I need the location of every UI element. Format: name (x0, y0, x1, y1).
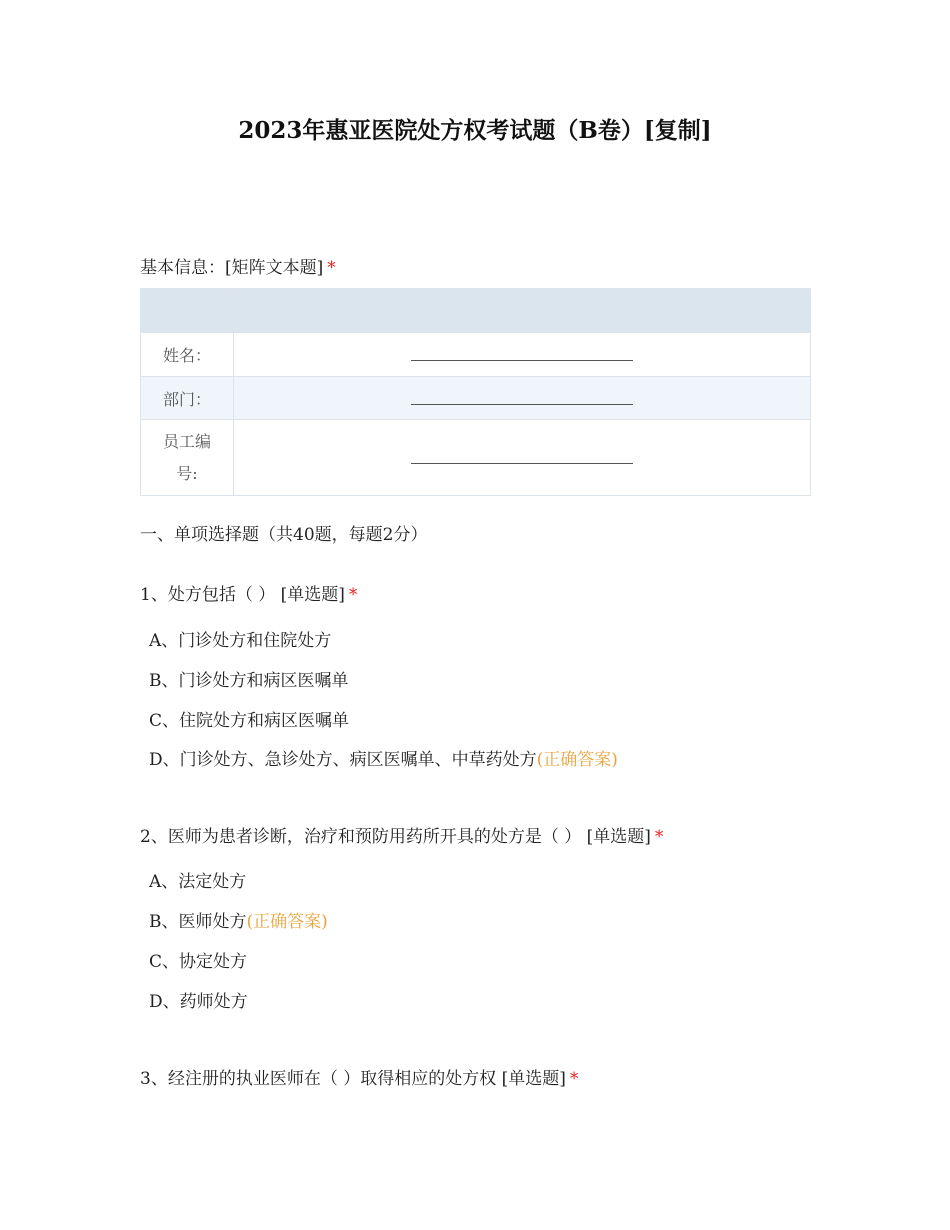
employee-id-field[interactable] (234, 420, 811, 496)
option-2b[interactable] (149, 907, 328, 932)
row-label: 部门： (141, 377, 234, 420)
option-2c[interactable]: C、协定处方 (149, 952, 248, 972)
matrix-header-cell (141, 289, 234, 333)
question-text: 2、医师为患者诊断，治疗和预防用药所开具的处方是（ ） [单选题] (140, 827, 651, 847)
required-mark: * (569, 1069, 579, 1089)
row-label-line: 号: (176, 463, 198, 483)
blank-line[interactable] (411, 348, 633, 361)
correct-answer-tag: (正确答案) (536, 750, 618, 770)
option-text: D、门诊处方、急诊处方、病区医嘱单、中草药处方 (149, 750, 537, 770)
matrix-header-cell (234, 289, 811, 333)
question-3 (140, 1064, 578, 1089)
section-heading: 一、单项选择题（共40题，每题2分） (140, 525, 428, 545)
basic-info-matrix (140, 288, 811, 496)
blank-line[interactable] (411, 451, 633, 464)
question-text: 1、处方包括（ ） [单选题] (140, 585, 345, 605)
row-label: 姓名： (141, 333, 234, 377)
option-2a[interactable]: A、法定处方 (149, 872, 247, 892)
option-1d[interactable] (149, 745, 618, 770)
department-field[interactable] (234, 377, 811, 420)
row-label (141, 420, 234, 496)
page-title: 2023年惠亚医院处方权考试题（B卷）[复制] (238, 117, 712, 144)
option-2d[interactable]: D、药师处方 (149, 992, 248, 1012)
option-1a[interactable]: A、门诊处方和住院处方 (149, 631, 332, 651)
matrix-row-employee-id (141, 420, 811, 496)
question-2 (140, 822, 663, 847)
matrix-row-name (141, 333, 811, 377)
question-text: 3、经注册的执业医师在（ ）取得相应的处方权 [单选题] (140, 1069, 566, 1089)
question-1 (140, 580, 357, 605)
required-mark: * (348, 585, 358, 605)
required-mark: * (327, 258, 336, 278)
matrix-row-department (141, 377, 811, 420)
matrix-header-row (141, 289, 811, 333)
blank-line[interactable] (411, 392, 633, 405)
option-1c[interactable]: C、住院处方和病区医嘱单 (149, 711, 350, 731)
name-field[interactable] (234, 333, 811, 377)
row-label-line: 员工编 (162, 431, 211, 451)
required-mark: * (654, 827, 664, 847)
basic-info-question (140, 253, 336, 278)
option-1b[interactable]: B、门诊处方和病区医嘱单 (149, 671, 349, 691)
correct-answer-tag: (正确答案) (246, 912, 328, 932)
question-text: 基本信息：[矩阵文本题] (140, 258, 324, 278)
option-text: B、医师处方 (149, 912, 247, 932)
